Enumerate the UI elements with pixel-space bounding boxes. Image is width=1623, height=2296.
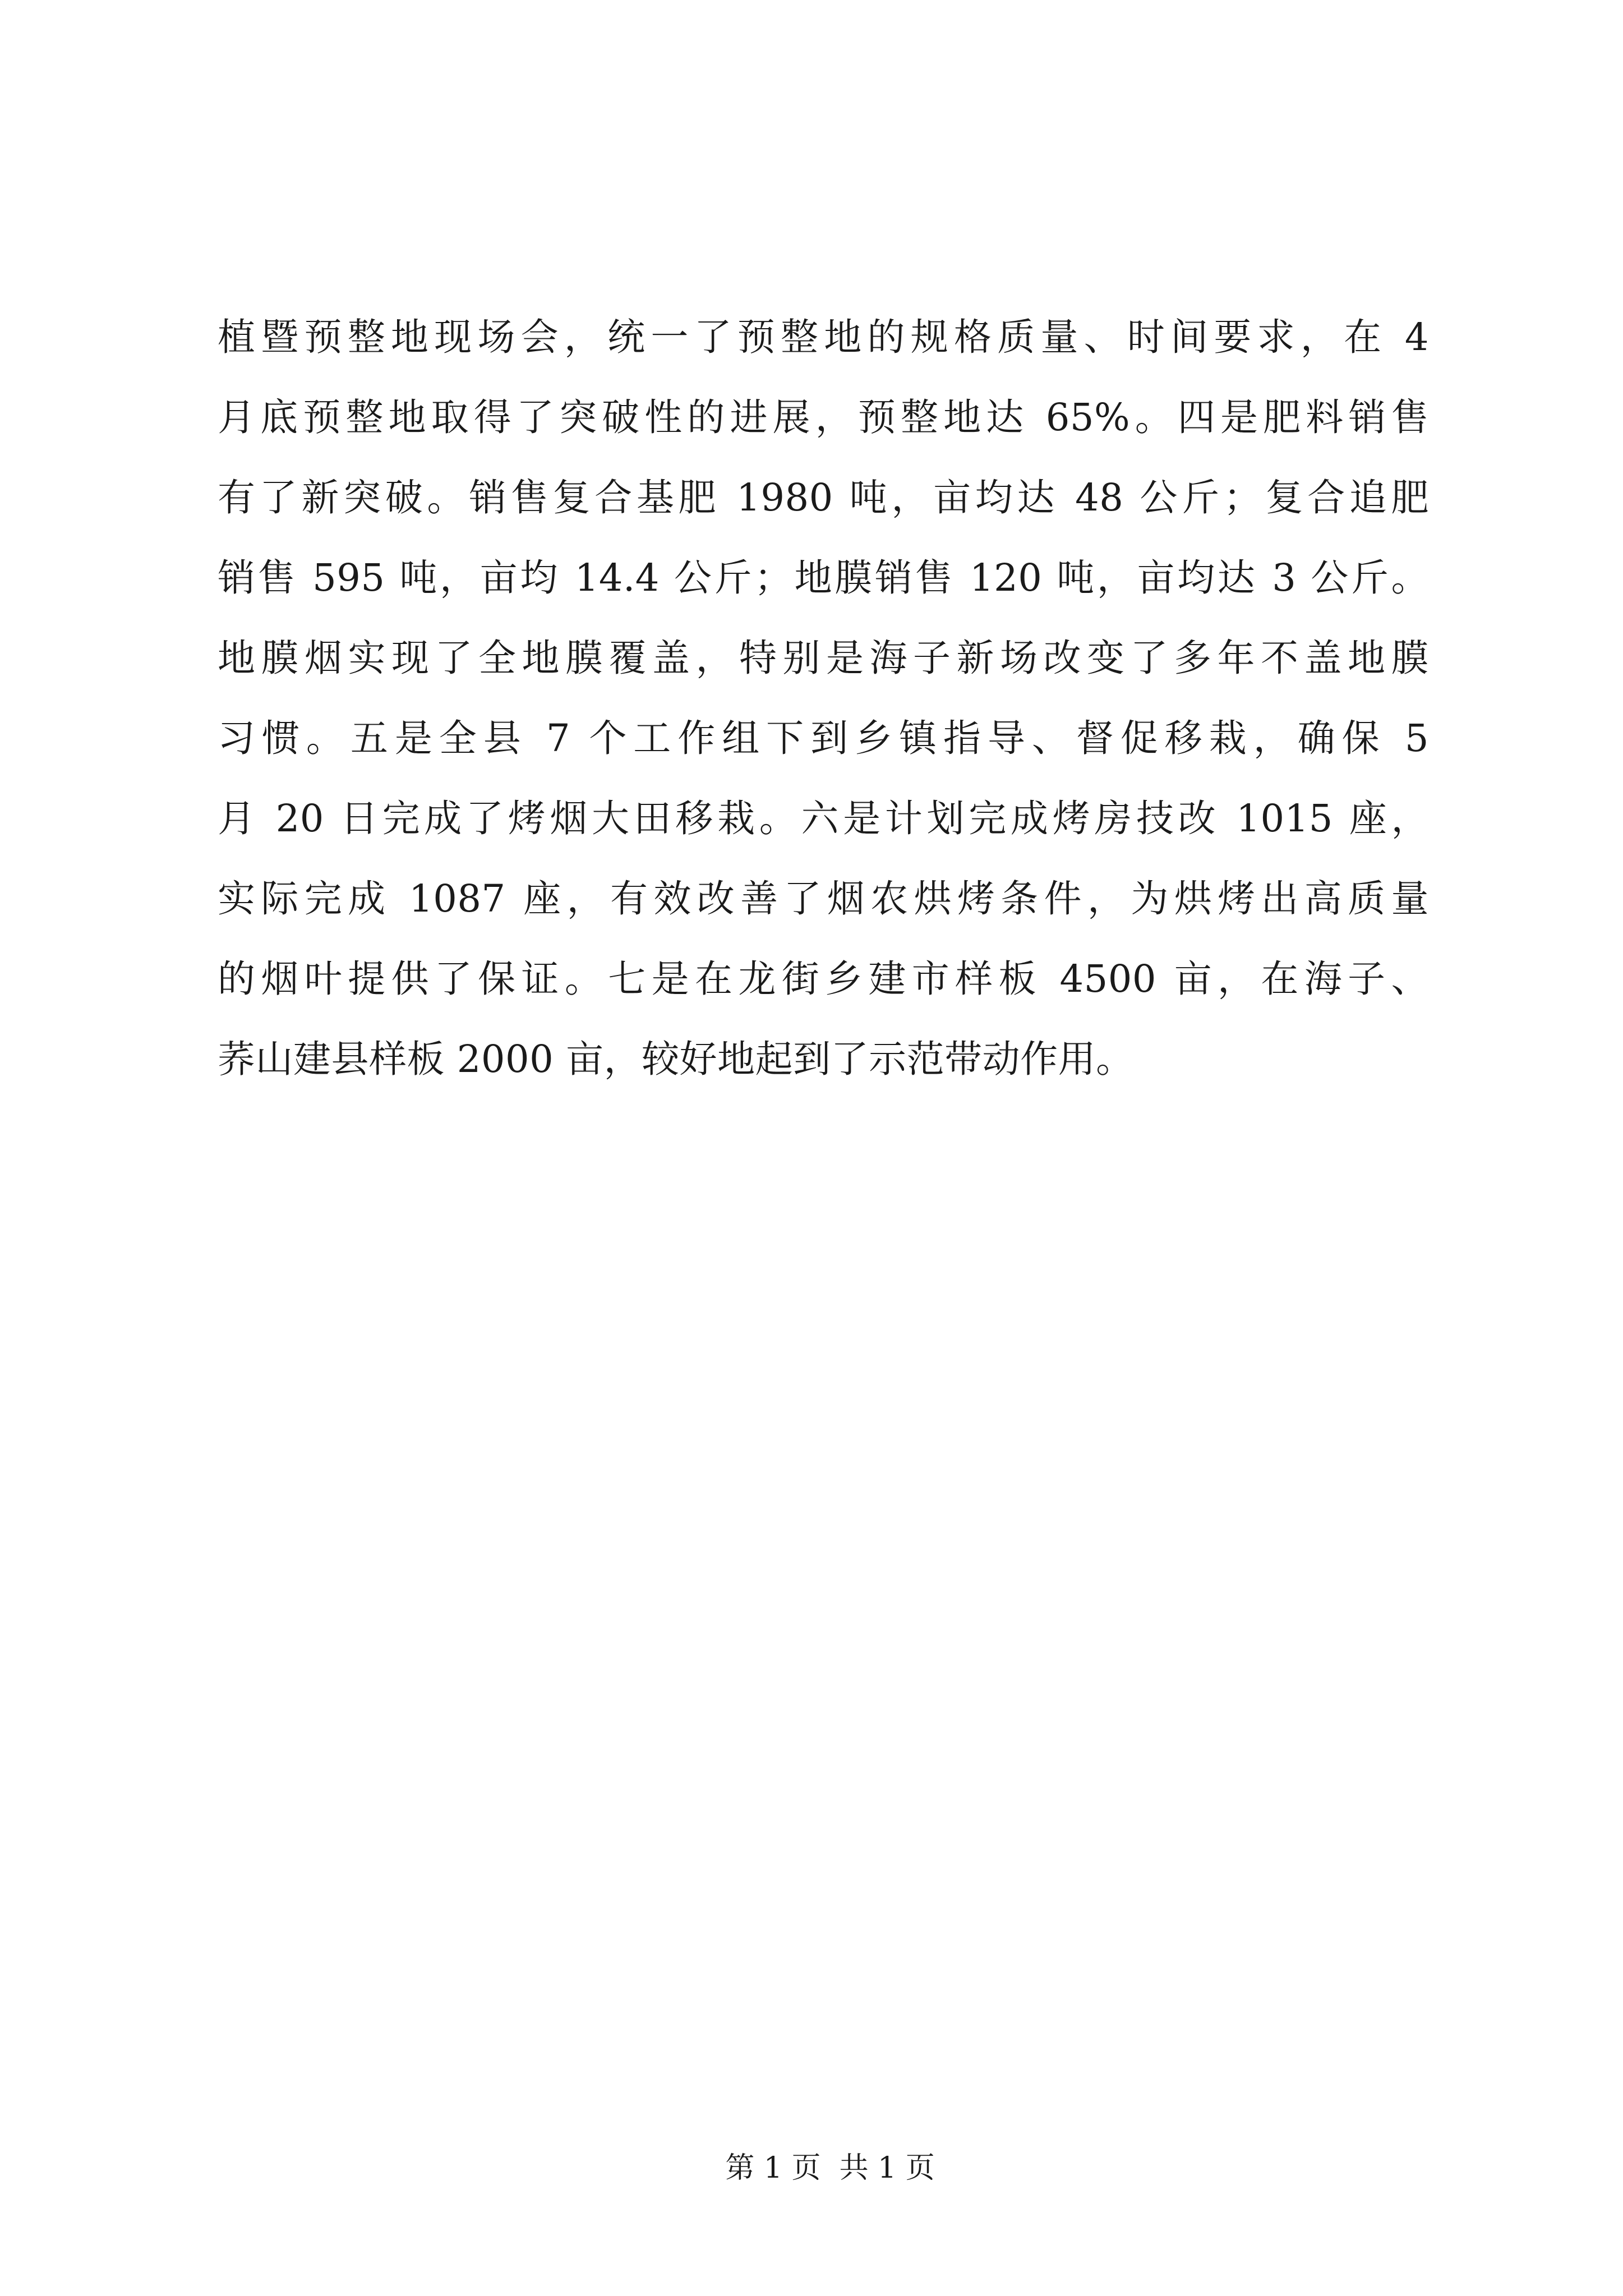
text-line: 的烟叶提供了保证。七是在龙街乡建市样板 4500 亩，在海子、 xyxy=(218,957,1429,1001)
page-number-label: 第 1 页 共 1 页 xyxy=(725,2151,935,2185)
text-line: 荞山建县样板 2000 亩，较好地起到了示范带动作用。 xyxy=(218,1037,1134,1081)
text-line: 植暨预整地现场会，统一了预整地的规格质量、时间要求，在 4 xyxy=(218,315,1429,359)
text-line: 实际完成 1087 座，有效改善了烟农烘烤条件，为烘烤出高质量 xyxy=(218,877,1429,921)
page-footer xyxy=(0,2118,1623,2219)
text-line: 月底预整地取得了突破性的进展，预整地达 65%。四是肥料销售 xyxy=(218,395,1429,439)
text-line: 习惯。五是全县 7 个工作组下到乡镇指导、督促移栽，确保 5 xyxy=(218,716,1429,760)
text-line: 有了新突破。销售复合基肥 1980 吨，亩均达 48 公斤；复合追肥 xyxy=(218,476,1429,519)
text-line: 月 20 日完成了烤烟大田移栽。六是计划完成烤房技改 1015 座， xyxy=(218,797,1429,840)
text-line: 地膜烟实现了全地膜覆盖，特别是海子新场改变了多年不盖地膜 xyxy=(218,636,1429,680)
text-line: 销售 595 吨，亩均 14.4 公斤；地膜销售 120 吨，亩均达 3 公斤。 xyxy=(218,556,1429,600)
body-paragraph xyxy=(218,297,1429,1099)
